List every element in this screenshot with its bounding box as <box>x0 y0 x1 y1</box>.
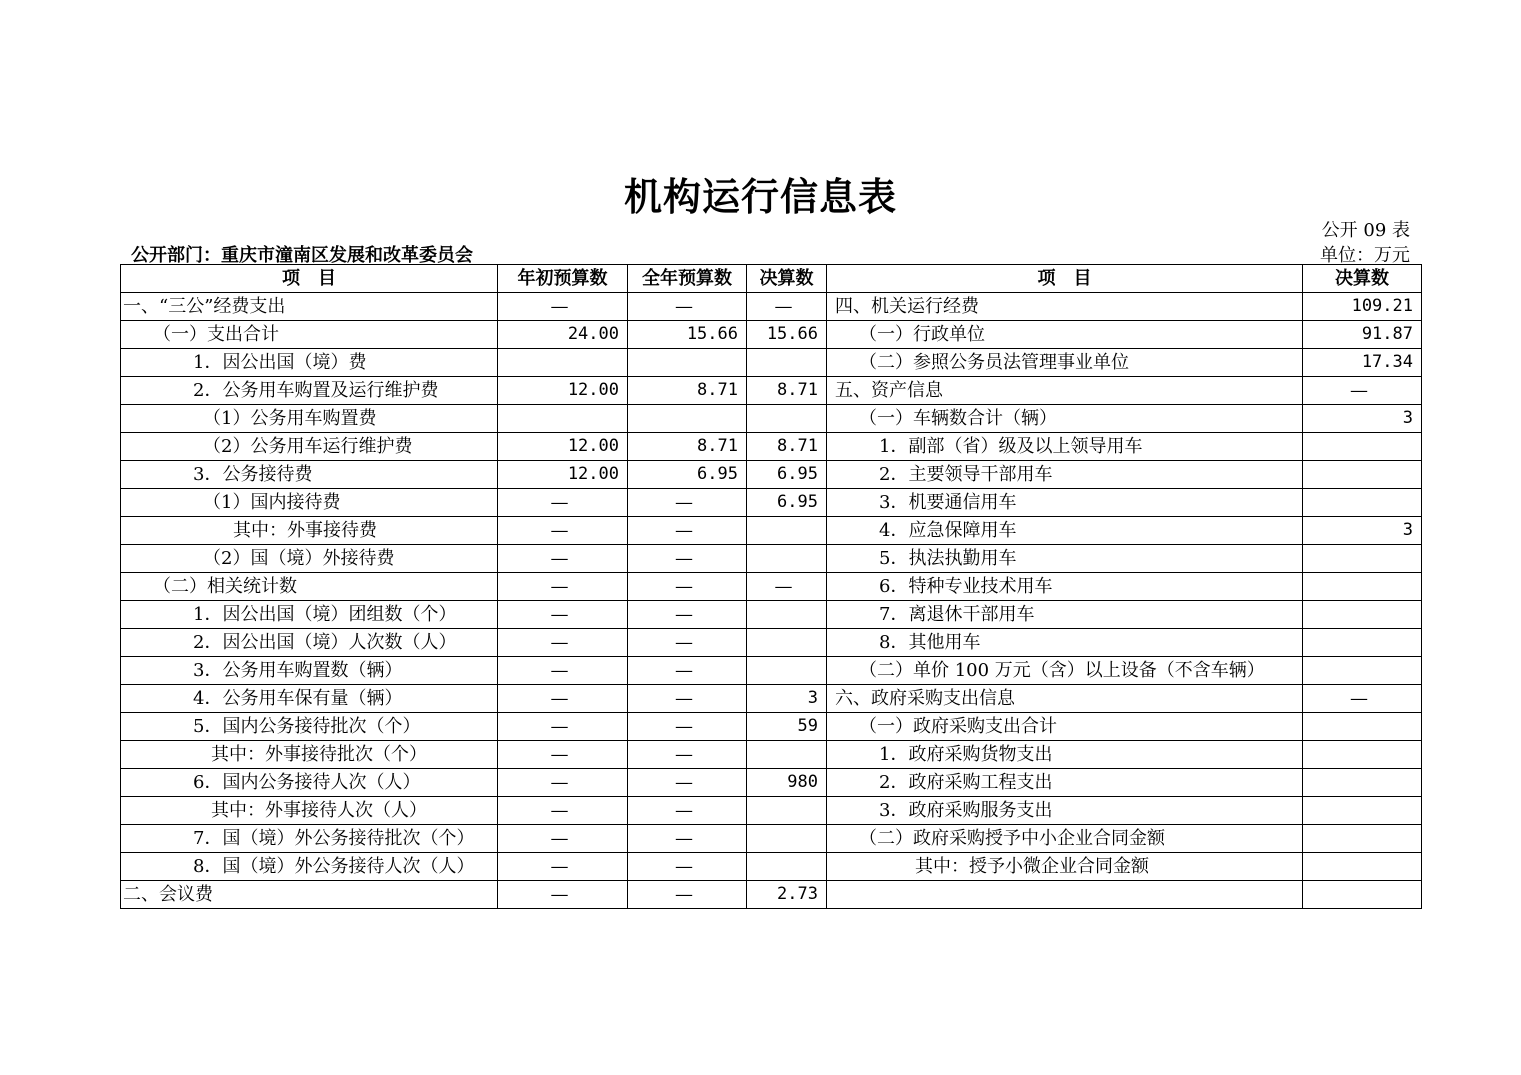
left-item: 其中：外事接待批次（个） <box>121 741 498 769</box>
left-item: 二、会议费 <box>121 881 498 909</box>
table-row <box>121 321 1422 349</box>
final-left-cell <box>747 853 827 881</box>
annual-budget-cell <box>628 349 747 377</box>
left-item: 其中：外事接待人次（人） <box>121 797 498 825</box>
final-right-cell: — <box>1303 685 1422 713</box>
table-row <box>121 377 1422 405</box>
annual-budget-cell <box>628 405 747 433</box>
initial-budget-cell: — <box>498 853 628 881</box>
annual-budget-cell: — <box>628 853 747 881</box>
initial-budget-cell: — <box>498 769 628 797</box>
final-left-cell <box>747 629 827 657</box>
final-right-cell <box>1303 713 1422 741</box>
annual-budget-cell: — <box>628 601 747 629</box>
table-row <box>121 881 1422 909</box>
left-item: 8．国（境）外公务接待人次（人） <box>121 853 498 881</box>
annual-budget-cell: 8.71 <box>628 433 747 461</box>
table-row <box>121 629 1422 657</box>
final-right-cell <box>1303 461 1422 489</box>
header-item-left: 项 目 <box>121 265 498 293</box>
left-item: 其中：外事接待费 <box>121 517 498 545</box>
initial-budget-cell: — <box>498 797 628 825</box>
final-right-cell <box>1303 601 1422 629</box>
initial-budget-cell <box>498 405 628 433</box>
initial-budget-cell: — <box>498 825 628 853</box>
initial-budget-cell: — <box>498 573 628 601</box>
left-item: 3．公务接待费 <box>121 461 498 489</box>
right-item: （二）参照公务员法管理事业单位 <box>827 349 1303 377</box>
left-item: 2．公务用车购置及运行维护费 <box>121 377 498 405</box>
table-row <box>121 769 1422 797</box>
annual-budget-cell: 6.95 <box>628 461 747 489</box>
right-item: （一）行政单位 <box>827 321 1303 349</box>
annual-budget-cell: — <box>628 489 747 517</box>
table-row <box>121 601 1422 629</box>
table-row <box>121 825 1422 853</box>
table-row <box>121 797 1422 825</box>
initial-budget-cell: — <box>498 517 628 545</box>
final-right-cell <box>1303 881 1422 909</box>
left-item: 1．因公出国（境）费 <box>121 349 498 377</box>
right-item: 四、机关运行经费 <box>827 293 1303 321</box>
annual-budget-cell: — <box>628 293 747 321</box>
initial-budget-cell <box>498 349 628 377</box>
final-left-cell: 8.71 <box>747 377 827 405</box>
left-item: 5．国内公务接待批次（个） <box>121 713 498 741</box>
left-item: （2）国（境）外接待费 <box>121 545 498 573</box>
initial-budget-cell: — <box>498 629 628 657</box>
final-left-cell <box>747 825 827 853</box>
final-left-cell: 6.95 <box>747 461 827 489</box>
annual-budget-cell: — <box>628 825 747 853</box>
left-item: 一、“三公”经费支出 <box>121 293 498 321</box>
final-right-cell <box>1303 545 1422 573</box>
table-row <box>121 685 1422 713</box>
right-item: 1．副部（省）级及以上领导用车 <box>827 433 1303 461</box>
final-right-cell <box>1303 629 1422 657</box>
final-right-cell <box>1303 825 1422 853</box>
table-row <box>121 545 1422 573</box>
annual-budget-cell: — <box>628 629 747 657</box>
initial-budget-cell: — <box>498 545 628 573</box>
final-right-cell: 109.21 <box>1303 293 1422 321</box>
right-item: 2．主要领导干部用车 <box>827 461 1303 489</box>
final-left-cell: — <box>747 573 827 601</box>
final-left-cell <box>747 741 827 769</box>
final-right-cell <box>1303 433 1422 461</box>
header-final-right: 决算数 <box>1303 265 1422 293</box>
left-item: 6．国内公务接待人次（人） <box>121 769 498 797</box>
annual-budget-cell: 8.71 <box>628 377 747 405</box>
right-item: 3．机要通信用车 <box>827 489 1303 517</box>
right-item: 6．特种专业技术用车 <box>827 573 1303 601</box>
final-right-cell: 91.87 <box>1303 321 1422 349</box>
unit-label: 单位：万元 <box>1320 245 1410 266</box>
initial-budget-cell: 12.00 <box>498 433 628 461</box>
initial-budget-cell: — <box>498 741 628 769</box>
annual-budget-cell: — <box>628 769 747 797</box>
right-item: （二）单价 100 万元（含）以上设备（不含车辆） <box>827 657 1303 685</box>
final-right-cell <box>1303 573 1422 601</box>
left-item: （一）支出合计 <box>121 321 498 349</box>
annual-budget-cell: — <box>628 573 747 601</box>
header-initial-budget: 年初预算数 <box>498 265 628 293</box>
right-item: 5．执法执勤用车 <box>827 545 1303 573</box>
initial-budget-cell: — <box>498 293 628 321</box>
left-item: 7．国（境）外公务接待批次（个） <box>121 825 498 853</box>
left-item: （二）相关统计数 <box>121 573 498 601</box>
table-row <box>121 517 1422 545</box>
right-item: 8．其他用车 <box>827 629 1303 657</box>
annual-budget-cell: — <box>628 545 747 573</box>
initial-budget-cell: — <box>498 685 628 713</box>
final-right-cell <box>1303 797 1422 825</box>
annual-budget-cell: 15.66 <box>628 321 747 349</box>
right-item <box>827 881 1303 909</box>
table-row <box>121 741 1422 769</box>
initial-budget-cell: 12.00 <box>498 377 628 405</box>
right-item: 4．应急保障用车 <box>827 517 1303 545</box>
left-item: 2．因公出国（境）人次数（人） <box>121 629 498 657</box>
final-right-cell: 3 <box>1303 517 1422 545</box>
right-item: （一）车辆数合计（辆） <box>827 405 1303 433</box>
final-left-cell: 2.73 <box>747 881 827 909</box>
table-row <box>121 657 1422 685</box>
info-table <box>120 264 1422 909</box>
left-item: （1）公务用车购置费 <box>121 405 498 433</box>
final-left-cell <box>747 797 827 825</box>
annual-budget-cell: — <box>628 657 747 685</box>
initial-budget-cell: 12.00 <box>498 461 628 489</box>
right-item: 五、资产信息 <box>827 377 1303 405</box>
initial-budget-cell: — <box>498 881 628 909</box>
right-item: （二）政府采购授予中小企业合同金额 <box>827 825 1303 853</box>
right-item: 2．政府采购工程支出 <box>827 769 1303 797</box>
annual-budget-cell: — <box>628 685 747 713</box>
final-left-cell: — <box>747 293 827 321</box>
left-item: 3．公务用车购置数（辆） <box>121 657 498 685</box>
left-item: 4．公务用车保有量（辆） <box>121 685 498 713</box>
final-left-cell <box>747 601 827 629</box>
final-left-cell: 59 <box>747 713 827 741</box>
right-item: （一）政府采购支出合计 <box>827 713 1303 741</box>
final-left-cell: 15.66 <box>747 321 827 349</box>
header-row <box>121 265 1422 293</box>
right-item: 六、政府采购支出信息 <box>827 685 1303 713</box>
final-right-cell: 3 <box>1303 405 1422 433</box>
annual-budget-cell: — <box>628 713 747 741</box>
final-right-cell <box>1303 769 1422 797</box>
table-row <box>121 713 1422 741</box>
annual-budget-cell: — <box>628 881 747 909</box>
final-left-cell: 8.71 <box>747 433 827 461</box>
right-item: 7．离退休干部用车 <box>827 601 1303 629</box>
left-item: （1）国内接待费 <box>121 489 498 517</box>
initial-budget-cell: 24.00 <box>498 321 628 349</box>
annual-budget-cell: — <box>628 797 747 825</box>
table-row <box>121 573 1422 601</box>
right-item: 3．政府采购服务支出 <box>827 797 1303 825</box>
final-right-cell <box>1303 657 1422 685</box>
table-row <box>121 293 1422 321</box>
table-row <box>121 349 1422 377</box>
final-left-cell <box>747 545 827 573</box>
final-left-cell <box>747 349 827 377</box>
final-left-cell: 980 <box>747 769 827 797</box>
final-left-cell <box>747 405 827 433</box>
right-item: 1．政府采购货物支出 <box>827 741 1303 769</box>
initial-budget-cell: — <box>498 601 628 629</box>
initial-budget-cell: — <box>498 657 628 685</box>
header-annual-budget: 全年预算数 <box>628 265 747 293</box>
final-left-cell: 3 <box>747 685 827 713</box>
table-row <box>121 489 1422 517</box>
table-row <box>121 853 1422 881</box>
final-right-cell: — <box>1303 377 1422 405</box>
final-right-cell: 17.34 <box>1303 349 1422 377</box>
left-item: （2）公务用车运行维护费 <box>121 433 498 461</box>
right-item: 其中：授予小微企业合同金额 <box>827 853 1303 881</box>
initial-budget-cell: — <box>498 489 628 517</box>
form-number: 公开 09 表 <box>1321 220 1410 241</box>
initial-budget-cell: — <box>498 713 628 741</box>
header-item-right: 项 目 <box>827 265 1303 293</box>
final-left-cell: 6.95 <box>747 489 827 517</box>
annual-budget-cell: — <box>628 517 747 545</box>
department-label: 公开部门：重庆市潼南区发展和改革委员会 <box>131 245 473 266</box>
final-left-cell <box>747 517 827 545</box>
final-left-cell <box>747 657 827 685</box>
annual-budget-cell: — <box>628 741 747 769</box>
table-row <box>121 461 1422 489</box>
left-item: 1．因公出国（境）团组数（个） <box>121 601 498 629</box>
final-right-cell <box>1303 853 1422 881</box>
header-final-left: 决算数 <box>747 265 827 293</box>
page-title: 机构运行信息表 <box>623 174 897 219</box>
table-row <box>121 433 1422 461</box>
final-right-cell <box>1303 489 1422 517</box>
table-row <box>121 405 1422 433</box>
final-right-cell <box>1303 741 1422 769</box>
